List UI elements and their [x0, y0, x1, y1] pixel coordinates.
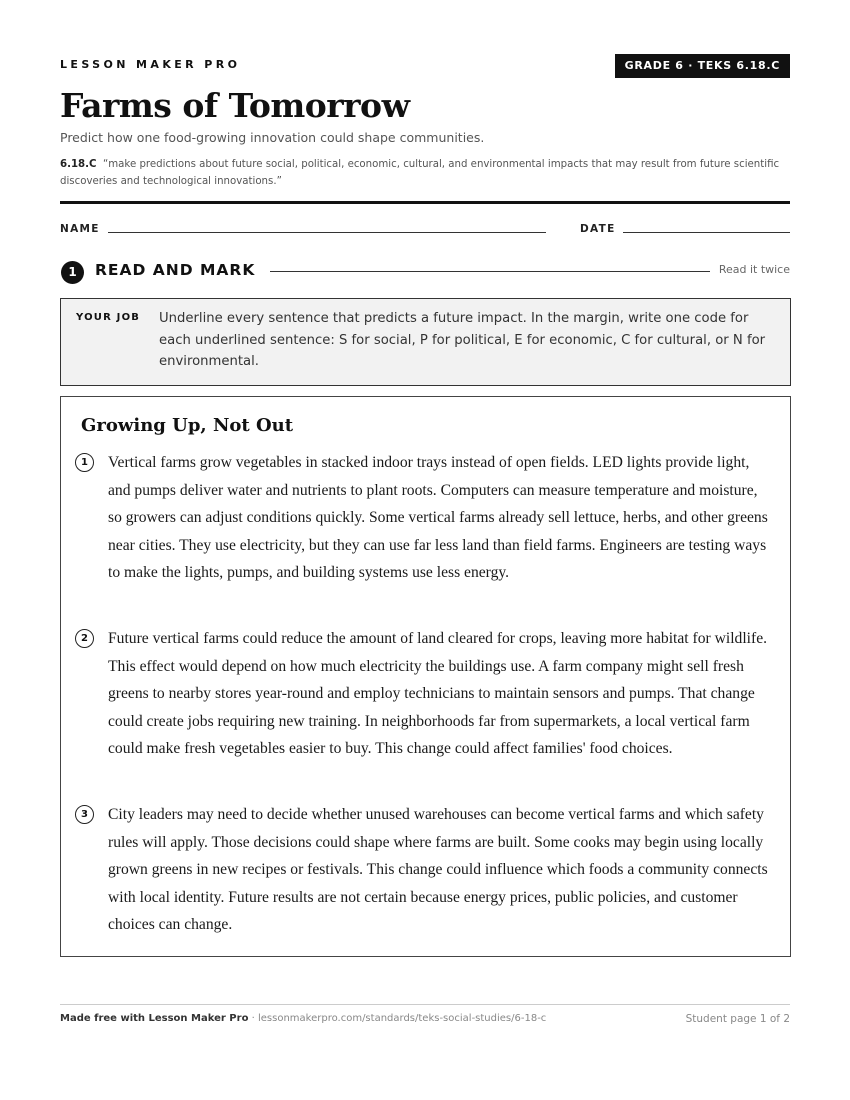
date-label: DATE	[580, 223, 616, 235]
section-note: Read it twice	[718, 263, 790, 276]
paragraph-number: 1	[75, 453, 94, 472]
date-field[interactable]	[623, 232, 790, 233]
paragraph-number: 3	[75, 805, 94, 824]
footer-credit	[60, 1013, 546, 1024]
passage-paragraph: Future vertical farms could reduce the amount of land cleared for crops, leaving more habitat for wildlife. This effect would depend on how much electricity the buildings use. A farm company might sell fresh greens to nearby stores year-round and employ technicians to maintain sensors and pumps. That change could create jobs requiring new training. In neighborhoods far from supermarkets, a local vertical farm could make fresh vegetables easier to buy. This change could affect families' food choices.	[108, 630, 768, 758]
grade-badge: GRADE 6 · TEKS 6.18.C	[615, 54, 790, 78]
footer-divider	[60, 1004, 790, 1005]
paragraph-number: 2	[75, 629, 94, 648]
footer-made-by: Made free with Lesson Maker Pro	[60, 1013, 249, 1024]
section-heading: READ AND MARK	[95, 261, 256, 279]
section-rule	[270, 271, 710, 272]
passage-title: Growing Up, Not Out	[81, 415, 294, 436]
instructions-box	[60, 298, 791, 386]
standard-description	[60, 156, 790, 190]
brand-name: LESSON MAKER PRO	[60, 58, 241, 71]
header-divider	[60, 201, 790, 204]
page-title: Farms of Tomorrow	[60, 86, 410, 125]
standard-code: 6.18.C	[60, 159, 97, 170]
passage-paragraph: Vertical farms grow vegetables in stacked indoor trays instead of open fields. LED lights provide light, and pumps deliver water and nutrients to plant roots. Computers can measure temperature and moisture, so growers can adjust conditions quickly. Some vertical farms already sell lettuce, herbs, and other greens near cities. They use electricity, but they can use far less land than field farms. Engineers are testing ways to make the lights, pumps, and building systems use less energy.	[108, 454, 768, 582]
standard-text: “make predictions about future social, political, economic, cultural, and environmental impacts that may result from future scientific discoveries and technological innovations.”	[60, 159, 780, 187]
passage-paragraph: City leaders may need to decide whether unused warehouses can become vertical farms and which safety rules will apply. Those decisions could shape where farms are built. Some cooks may begin using locally grown greens in new recipes or festivals. This change could influence which foods a community connects with local identity. Future results are not certain because energy prices, public policies, and customer choices can change.	[108, 806, 768, 934]
name-field[interactable]	[108, 232, 546, 233]
footer-url: · lessonmakerpro.com/standards/teks-social-studies/6-18-c	[248, 1013, 547, 1024]
instructions-label: YOUR JOB	[76, 312, 141, 323]
instructions-text: Underline every sentence that predicts a future impact. In the margin, write one code for each underlined sentence: S for social, P for political, E for economic, C for cultural, or N for environmental.	[159, 311, 766, 369]
name-label: NAME	[60, 223, 100, 235]
page-subtitle: Predict how one food-growing innovation could shape communities.	[60, 130, 485, 145]
section-number: 1	[61, 261, 84, 284]
reading-passage	[60, 396, 791, 957]
page-indicator: Student page 1 of 2	[685, 1013, 790, 1025]
